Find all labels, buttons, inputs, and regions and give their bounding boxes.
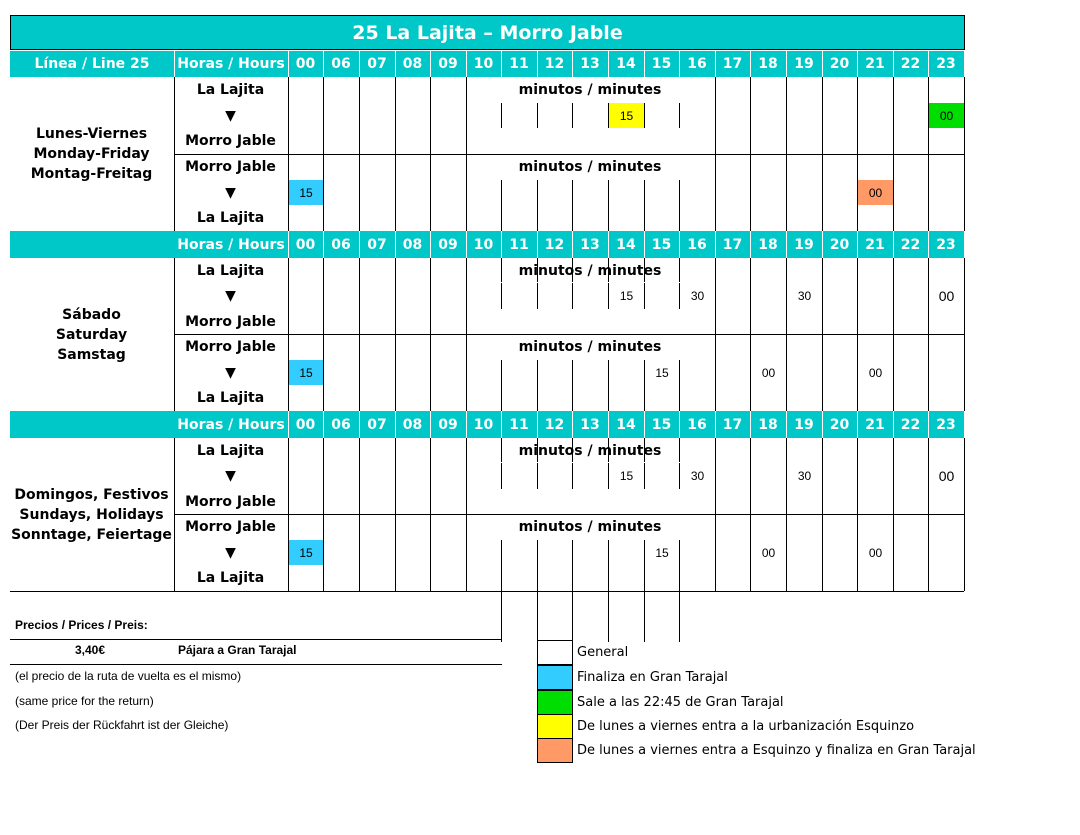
hour-14: 14 [616,56,636,72]
day-label [10,77,173,231]
hour-12: 12 [544,236,565,253]
hour-08: 08 [402,56,423,72]
hour-19: 19 [794,236,814,253]
legend-label-finaliza: Finaliza en Gran Tarajal [577,670,728,685]
hour-07: 07 [367,236,387,253]
legend-label-entra-finaliza: De lunes a viernes entra a Esquinzo y finaliza en Gran Tarajal [577,743,976,758]
departure-cell: 15 [609,103,644,128]
hour-10: 10 [473,416,494,433]
hour-20: 20 [829,416,850,433]
hour-06: 06 [331,56,351,72]
hour-08: 08 [402,236,423,253]
day-label-line: Monday-Friday [33,146,150,162]
timetable-title: 25 La Lajita – Morro Jable [10,15,965,50]
legend-area [0,600,1080,835]
direction-arrow-icon: ▼ [225,184,236,201]
grid-line [572,463,573,489]
stop-from: Morro Jable [185,519,276,535]
minutes-label: minutos / minutes [518,262,662,279]
hour-11: 11 [509,416,529,433]
departure-cell: 30 [797,289,812,303]
hour-23: 23 [936,56,956,72]
departure-cell: 00 [858,180,893,205]
grid-line [501,463,502,489]
stop-from: La Lajita [196,442,265,459]
header-divider [964,51,965,77]
legend-swatch-sale [537,690,573,715]
hour-10: 10 [473,56,494,72]
hour-15: 15 [651,56,672,72]
departure-cell: 00 [938,288,955,304]
hour-09: 09 [438,236,458,253]
hour-09: 09 [438,416,458,433]
minutes-label: minutos / minutes [518,82,662,98]
day-label [10,438,173,591]
prices-rule-top [10,639,502,640]
hour-20: 20 [829,236,850,253]
hour-12: 12 [544,56,565,72]
day-label-line: Saturday [55,326,128,343]
minutes-label: minutos / minutes [518,442,662,459]
grid-line [501,283,502,309]
minutes-label: minutos / minutes [518,339,662,355]
stop-to: La Lajita [196,390,265,406]
grid-line [964,438,965,591]
legend-swatch-general [537,640,573,665]
hour-13: 13 [580,236,600,253]
hour-07: 07 [367,416,387,433]
grid-line [644,283,645,309]
grid-line [537,463,538,489]
hour-15: 15 [651,416,672,433]
hour-23: 23 [936,416,956,433]
line-label: Línea / Line 25 [34,56,150,72]
day-label-line: Lunes-Viernes [35,126,148,142]
grid-line [964,77,965,231]
price-note-es: (el precio de la ruta de vuelta es el mismo) [15,669,242,683]
hour-17: 17 [722,56,743,72]
hour-11: 11 [509,56,529,72]
day-label-line: Sábado [62,306,121,323]
hour-20: 20 [829,56,850,72]
legend-swatch-finaliza [537,665,573,690]
stop-from: La Lajita [196,262,265,279]
hour-21: 21 [865,236,885,253]
hour-17: 17 [722,416,743,433]
hour-14: 14 [616,236,636,253]
header-divider [964,411,965,438]
grid-line [537,103,538,128]
hour-00: 00 [295,416,316,433]
hour-06: 06 [331,236,351,253]
hours-label: Horas / Hours [177,416,285,433]
header-divider [964,231,965,258]
hour-00: 00 [295,236,316,253]
grid-line [644,103,645,128]
departure-cell: 00 [938,468,955,484]
hour-13: 13 [580,56,600,72]
hour-10: 10 [473,236,494,253]
hour-15: 15 [651,236,672,253]
grid-line [537,283,538,309]
stop-to: La Lajita [196,210,265,226]
departure-cell: 00 [868,365,883,380]
departure-cell: 15 [289,360,323,385]
departure-cell: 15 [655,365,669,380]
stop-from: Morro Jable [185,339,276,355]
direction-arrow-icon: ▼ [225,468,236,484]
legend-label-general: General [577,645,629,660]
legend-swatch-entra-finaliza [537,738,573,763]
price-note-en: (same price for the return) [15,694,154,708]
stop-from: La Lajita [196,82,265,98]
hour-08: 08 [402,416,423,433]
hour-06: 06 [331,416,351,433]
legend-swatch-entra [537,714,573,739]
departure-cell: 15 [619,469,634,483]
section-bottom-line [10,591,964,592]
departure-cell: 30 [690,469,705,483]
hours-label: Horas / Hours [177,56,285,72]
prices-title: Precios / Prices / Preis: [15,618,148,632]
hour-21: 21 [865,56,885,72]
hour-22: 22 [900,236,921,253]
price-route: Pájara a Gran Tarajal [178,643,297,657]
hour-16: 16 [687,416,707,433]
stop-to: Morro Jable [185,133,276,149]
hour-23: 23 [936,236,956,253]
departure-cell: 15 [655,545,669,560]
day-label [10,258,173,411]
prices-rule-bottom [10,664,502,665]
hour-17: 17 [722,236,743,253]
direction-arrow-icon: ▼ [225,364,236,381]
hour-22: 22 [900,56,921,72]
hour-18: 18 [758,416,778,433]
legend-label-entra: De lunes a viernes entra a la urbanización Esquinzo [577,719,915,734]
day-label-line: Domingos, Festivos [14,486,169,503]
departure-cell: 15 [289,180,323,205]
hour-14: 14 [616,416,636,433]
hour-07: 07 [367,56,387,72]
hours-label: Horas / Hours [177,236,285,253]
grid-line [679,103,680,128]
hour-16: 16 [687,56,707,72]
departure-cell: 30 [797,469,812,483]
hour-00: 00 [295,56,316,72]
stop-to: La Lajita [196,570,265,586]
hour-12: 12 [544,416,565,433]
departure-cell: 00 [868,545,883,560]
day-label-line: Montag-Freitag [30,166,153,182]
hour-19: 19 [794,56,814,72]
hour-13: 13 [580,416,600,433]
hour-16: 16 [687,236,707,253]
minutes-label: minutos / minutes [518,519,662,535]
departure-cell: 00 [761,545,776,560]
departure-cell: 30 [690,289,705,303]
grid-line [644,463,645,489]
price-amount: 3,40€ [75,643,106,657]
hour-19: 19 [794,416,814,433]
hour-18: 18 [758,236,778,253]
grid-line [964,258,965,411]
departure-cell: 15 [289,540,323,565]
direction-arrow-icon: ▼ [225,107,236,124]
direction-arrow-icon: ▼ [225,288,236,304]
stop-to: Morro Jable [185,313,276,330]
hour-22: 22 [900,416,921,433]
hour-09: 09 [438,56,458,72]
hour-11: 11 [509,236,529,253]
grid-line [572,103,573,128]
stop-to: Morro Jable [185,493,276,510]
stop-from: Morro Jable [185,159,276,175]
legend-label-sale: Sale a las 22:45 de Gran Tarajal [577,695,784,710]
departure-cell: 00 [761,365,776,380]
day-label-line: Sonntage, Feiertage [11,526,172,543]
price-note-de: (Der Preis der Rückfahrt ist der Gleiche) [15,718,229,732]
hour-18: 18 [758,56,778,72]
minutes-label: minutos / minutes [518,159,662,175]
grid-line [572,283,573,309]
departure-cell: 15 [619,289,634,303]
day-label-line: Samstag [57,346,126,363]
direction-arrow-icon: ▼ [225,544,236,561]
day-label-line: Sundays, Holidays [19,506,164,523]
hour-21: 21 [865,416,885,433]
grid-line [501,103,502,128]
departure-cell: 00 [929,103,964,128]
